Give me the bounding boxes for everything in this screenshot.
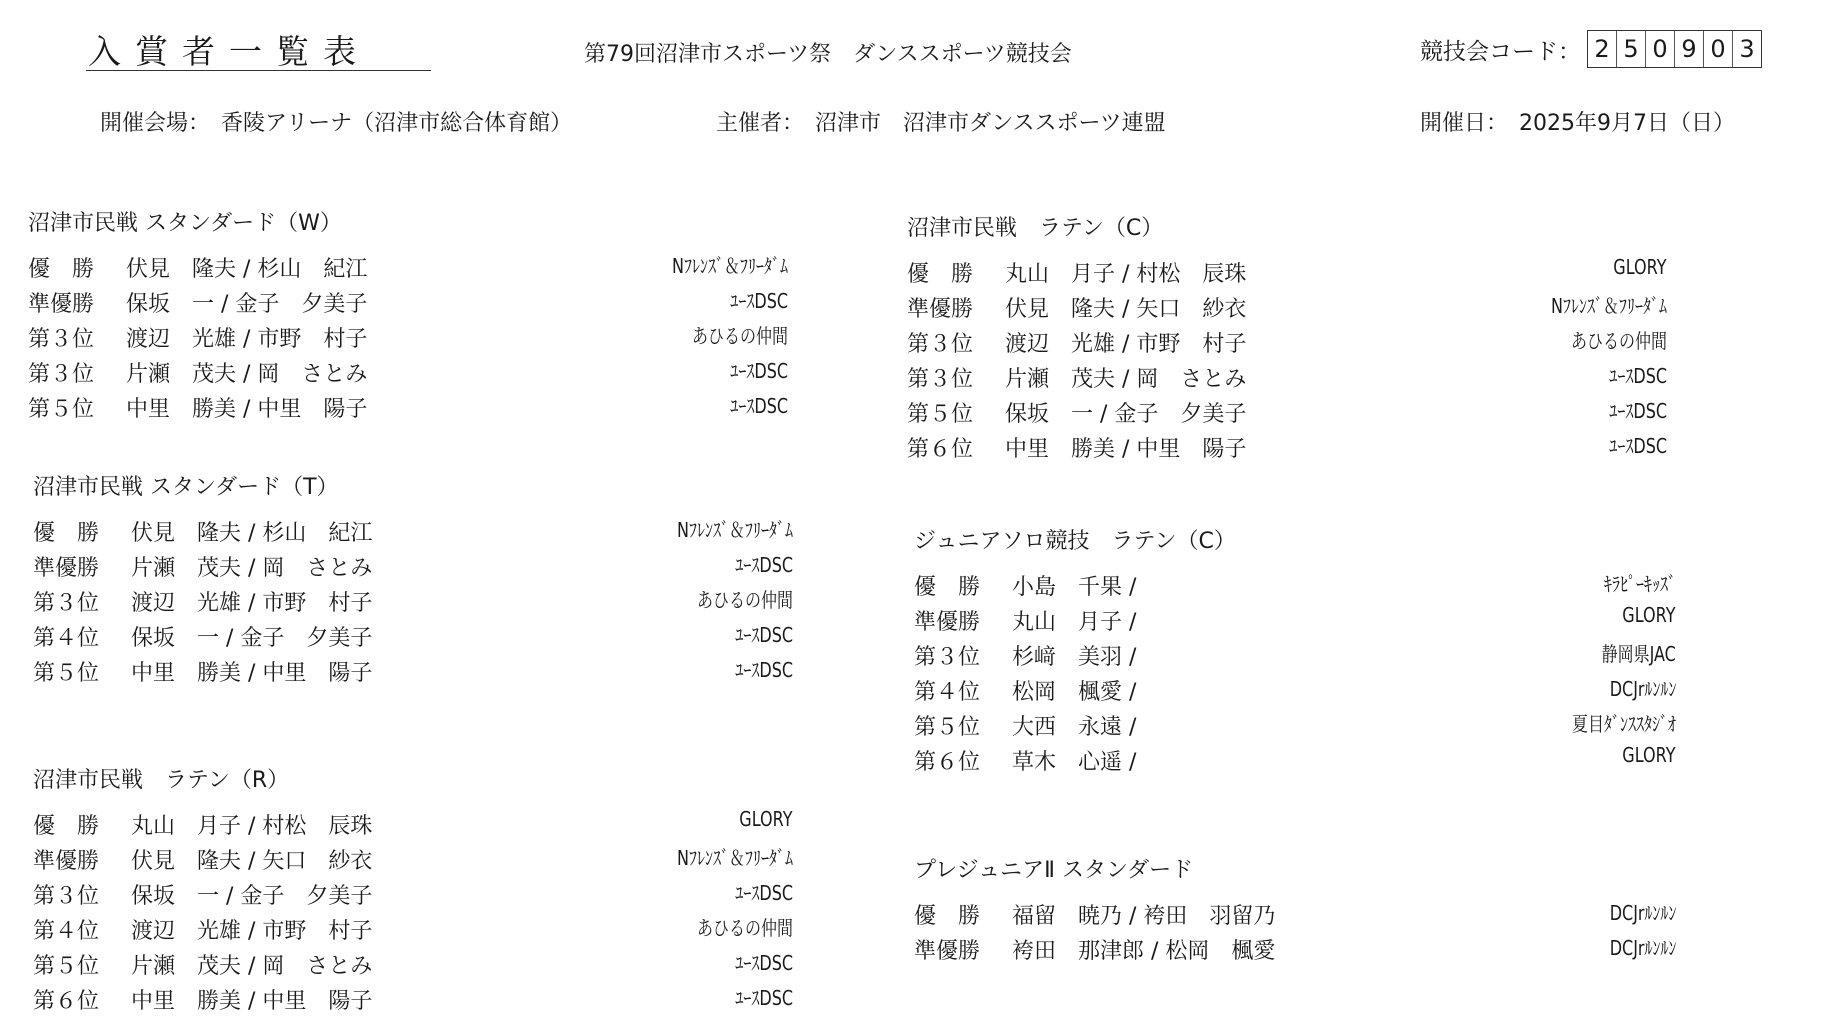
dancer-names: 草木 心遥 / [1012,750,1137,775]
rank-label: 第５位 [33,954,100,979]
venue: 開催会場： 香陵アリーナ（沼津市総合体育館） [100,111,573,136]
dancer-names: 伏見 隆夫 / 杉山 紀江 [131,521,373,546]
club-name: ﾕｰｽDSC [730,359,788,383]
dancer-names: 片瀬 茂夫 / 岡 さとみ [131,954,373,979]
competition-code-label: 競技会コード： [1420,38,1581,65]
code-digit: 5 [1616,31,1645,67]
result-row [914,570,1676,605]
rank-label: 優 勝 [33,521,100,546]
dancer-names: 福留 暁乃 / 袴田 羽留乃 [1012,904,1276,929]
section-title: プレジュニアⅡ スタンダード [914,858,1194,883]
rank-label: 準優勝 [28,292,95,317]
result-row [28,252,788,287]
club-name: GLORY [739,807,793,831]
result-row [907,362,1667,397]
club-name: ﾕｰｽDSC [730,394,788,418]
results-section [914,524,1676,780]
dancer-names: 大西 永遠 / [1012,715,1137,740]
club-name: 静岡県JAC [1601,642,1676,666]
event-date: 開催日： 2025年9月7日（日） [1420,111,1735,136]
result-row [907,257,1667,292]
result-row [914,640,1676,675]
result-row [914,675,1676,710]
rank-label: 第６位 [914,750,981,775]
club-name: ﾕｰｽDSC [735,553,793,577]
club-name: ﾕｰｽDSC [735,658,793,682]
organizer: 主催者： 沼津市 沼津市ダンススポーツ連盟 [716,111,1166,136]
section-title: ジュニアソロ競技 ラテン（C） [914,529,1236,554]
club-name: あひるの仲間 [697,916,793,940]
result-row [33,621,793,656]
result-row [28,392,788,427]
code-digit: 3 [1732,31,1761,67]
section-title: 沼津市民戦 ラテン（R） [33,768,290,793]
rank-label: 第３位 [907,332,974,357]
rank-label: 第３位 [914,645,981,670]
dancer-names: 丸山 月子 / 村松 辰珠 [1005,262,1247,287]
dancer-names: 丸山 月子 / 村松 辰珠 [131,814,373,839]
dancer-names: 袴田 那津郎 / 松岡 楓愛 [1012,939,1276,964]
results-list [914,899,1676,969]
dancer-names: 伏見 隆夫 / 杉山 紀江 [126,257,368,282]
result-row [914,745,1676,780]
dancer-names: 中里 勝美 / 中里 陽子 [131,661,373,686]
rank-label: 優 勝 [914,575,981,600]
rank-label: 第５位 [914,715,981,740]
result-row [907,327,1667,362]
section-title: 沼津市民戦 スタンダード（T） [33,475,339,500]
dancer-names: 伏見 隆夫 / 矢口 紗衣 [131,849,373,874]
rank-label: 第４位 [33,626,100,651]
rank-label: 優 勝 [33,814,100,839]
club-name: DCJrﾙﾝﾙﾝ [1609,936,1676,960]
result-row [33,949,793,984]
result-row [907,432,1667,467]
result-row [907,292,1667,327]
dancer-names: 片瀬 茂夫 / 岡 さとみ [1005,367,1247,392]
club-name: GLORY [1622,603,1676,627]
dancer-names: 保坂 一 / 金子 夕美子 [131,884,373,909]
rank-label: 第４位 [914,680,981,705]
result-row [28,322,788,357]
result-row [33,551,793,586]
rank-label: 第３位 [28,362,95,387]
results-section [907,211,1667,467]
rank-label: 第６位 [907,437,974,462]
dancer-names: 中里 勝美 / 中里 陽子 [1005,437,1247,462]
event-name: 第79回沼津市スポーツ祭 ダンススポーツ競技会 [584,42,1072,67]
result-row [33,984,793,1019]
club-name: Nﾌﾚﾝｽﾞ＆ﾌﾘｰﾀﾞﾑ [1551,294,1667,318]
dancer-names: 中里 勝美 / 中里 陽子 [126,397,368,422]
club-name: ﾕｰｽDSC [730,289,788,313]
code-digit: 9 [1674,31,1703,67]
rank-label: 準優勝 [33,849,100,874]
result-row [914,899,1676,934]
rank-label: 第３位 [33,591,100,616]
club-name: ﾕｰｽDSC [735,951,793,975]
results-section [33,470,793,691]
dancer-names: 松岡 楓愛 / [1012,680,1137,705]
club-name: DCJrﾙﾝﾙﾝ [1609,901,1676,925]
dancer-names: 保坂 一 / 金子 夕美子 [1005,402,1247,427]
section-title: 沼津市民戦 ラテン（C） [907,216,1164,241]
rank-label: 第３位 [28,327,95,352]
rank-label: 準優勝 [33,556,100,581]
rank-label: 優 勝 [914,904,981,929]
competition-code [1420,30,1762,68]
result-row [33,809,793,844]
dancer-names: 渡辺 光雄 / 市野 村子 [126,327,368,352]
club-name: GLORY [1613,255,1667,279]
dancer-names: 渡辺 光雄 / 市野 村子 [131,919,373,944]
result-row [33,844,793,879]
result-row [28,357,788,392]
club-name: ﾕｰｽDSC [1609,364,1667,388]
club-name: あひるの仲間 [697,588,793,612]
result-row [33,516,793,551]
club-name: Nﾌﾚﾝｽﾞ＆ﾌﾘｰﾀﾞﾑ [677,846,793,870]
results-list [907,257,1667,467]
club-name: ﾕｰｽDSC [1609,434,1667,458]
result-row [914,934,1676,969]
dancer-names: 渡辺 光雄 / 市野 村子 [1005,332,1247,357]
competition-code-box [1587,30,1762,68]
result-row [33,914,793,949]
results-section [33,763,793,1019]
dancer-names: 丸山 月子 / [1012,610,1137,635]
section-title: 沼津市民戦 スタンダード（W） [28,211,342,236]
club-name: あひるの仲間 [692,324,788,348]
dancer-names: 渡辺 光雄 / 市野 村子 [131,591,373,616]
rank-label: 第３位 [907,367,974,392]
club-name: DCJrﾙﾝﾙﾝ [1609,677,1676,701]
results-list [33,809,793,1019]
club-name: あひるの仲間 [1571,329,1667,353]
results-list [33,516,793,691]
result-row [33,879,793,914]
club-name: ﾕｰｽDSC [735,623,793,647]
page-title: 入賞者一覧表 [88,32,370,71]
results-section [28,206,788,427]
dancer-names: 杉﨑 美羽 / [1012,645,1137,670]
result-row [33,656,793,691]
result-row [914,605,1676,640]
result-row [914,710,1676,745]
dancer-names: 片瀬 茂夫 / 岡 さとみ [131,556,373,581]
rank-label: 準優勝 [907,297,974,322]
rank-label: 準優勝 [914,610,981,635]
rank-label: 第５位 [28,397,95,422]
rank-label: 第５位 [907,402,974,427]
club-name: ｷﾗﾋﾟｰｷｯｽﾞ [1604,572,1676,596]
rank-label: 優 勝 [907,262,974,287]
title-underline [86,70,431,71]
rank-label: 第３位 [33,884,100,909]
club-name: Nﾌﾚﾝｽﾞ＆ﾌﾘｰﾀﾞﾑ [677,518,793,542]
club-name: Nﾌﾚﾝｽﾞ＆ﾌﾘｰﾀﾞﾑ [672,254,788,278]
rank-label: 優 勝 [28,257,95,282]
club-name: GLORY [1622,743,1676,767]
dancer-names: 保坂 一 / 金子 夕美子 [131,626,373,651]
result-row [33,586,793,621]
club-name: ﾕｰｽDSC [1609,399,1667,423]
club-name: ﾕｰｽDSC [735,881,793,905]
club-name: ﾕｰｽDSC [735,986,793,1010]
results-list [914,570,1676,780]
code-digit: 0 [1703,31,1732,67]
code-digit: 0 [1645,31,1674,67]
result-row [28,287,788,322]
club-name: 夏目ﾀﾞﾝｽｽﾀｼﾞｵ [1572,712,1676,736]
rank-label: 第６位 [33,989,100,1014]
dancer-names: 保坂 一 / 金子 夕美子 [126,292,368,317]
dancer-names: 伏見 隆夫 / 矢口 紗衣 [1005,297,1247,322]
results-section [914,853,1676,969]
dancer-names: 中里 勝美 / 中里 陽子 [131,989,373,1014]
code-digit: 2 [1594,35,1610,63]
results-list [28,252,788,427]
rank-label: 第４位 [33,919,100,944]
dancer-names: 片瀬 茂夫 / 岡 さとみ [126,362,368,387]
result-row [907,397,1667,432]
rank-label: 第５位 [33,661,100,686]
dancer-names: 小島 千果 / [1012,575,1137,600]
rank-label: 準優勝 [914,939,981,964]
